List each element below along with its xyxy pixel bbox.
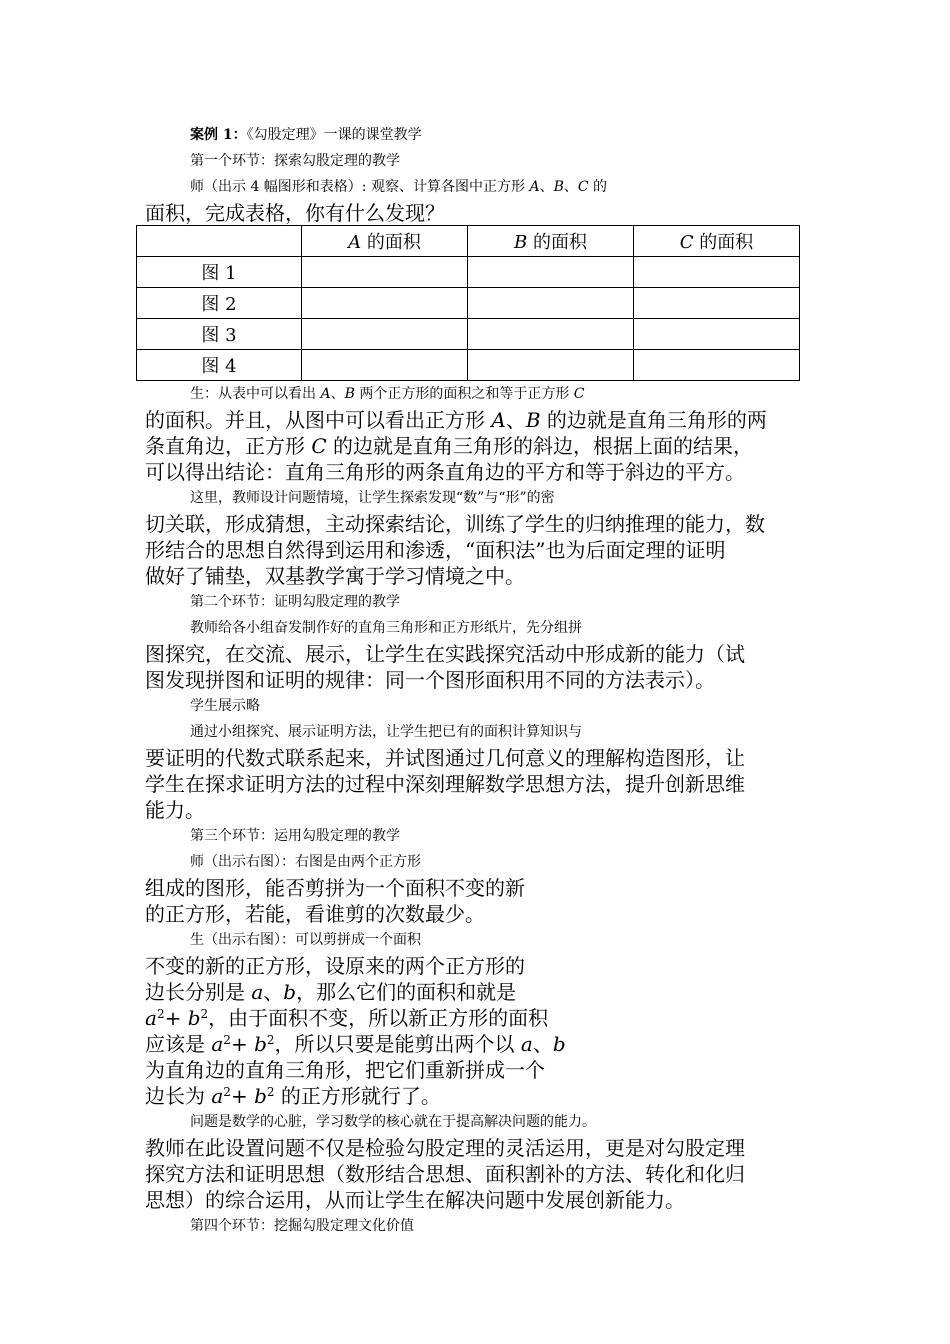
table-cell — [468, 288, 634, 319]
comment-1-line: 切关联，形成猜想，主动探索结论，训练了学生的归纳推理的能力，数 — [145, 512, 765, 536]
area-table — [136, 225, 800, 381]
teacher-3-line: 组成的图形，能否剪拼为一个面积不变的新 — [145, 876, 525, 900]
table-corner-cell — [137, 226, 302, 257]
table-cell — [634, 257, 800, 288]
student-3-line-6: 为直角边的直角三角形，把它们重新拼成一个 — [145, 1058, 545, 1082]
comment-2-line: 通过小组探究、展示证明方法，让学生把已有的面积计算知识与 — [190, 724, 582, 740]
table-cell — [468, 350, 634, 381]
student-3-line-4: $a^2+ b^2$，由于面积不变，所以新正方形的面积 — [145, 1006, 549, 1030]
section-2-body-line: 图探究，在交流、展示，让学生在实践探究活动中形成新的能力（试 — [145, 642, 745, 666]
row-label: 图 1 — [137, 257, 302, 288]
comment-3-line: 问题是数学的心脏，学习数学的核心就在于提高解决问题的能力。 — [190, 1114, 596, 1130]
student-answer-line-4: 可以得出结论：直角三角形的两条直角边的平方和等于斜边的平方。 — [145, 460, 745, 484]
student-3-line-7: 边长为 $a^2+ b^2$ 的正方形就行了。 — [145, 1084, 441, 1108]
table-cell — [302, 319, 468, 350]
row-label: 图 3 — [137, 319, 302, 350]
table-cell — [302, 350, 468, 381]
table-cell — [302, 257, 468, 288]
table-header-c: C 的面积 — [634, 226, 800, 257]
table-header-row — [137, 226, 800, 257]
table-cell — [468, 319, 634, 350]
table-cell — [468, 257, 634, 288]
table-row — [137, 350, 800, 381]
student-answer-line-3: 条直角边，正方形 C 的边就是直角三角形的斜边，根据上面的结果， — [145, 434, 754, 458]
teacher-3-line: 的正方形，若能，看谁剪的次数最少。 — [145, 902, 485, 926]
section-4-heading: 第四个环节：挖掘勾股定理文化价值 — [190, 1218, 414, 1234]
case-title: 案例 1：《勾股定理》一课的课堂教学 — [190, 127, 422, 143]
student-3-line-2: 不变的新的正方形，设原来的两个正方形的 — [145, 954, 525, 978]
student-3-line-3: 边长分别是 a、b，那么它们的面积和就是 — [145, 980, 517, 1004]
section-2-heading: 第二个环节：证明勾股定理的教学 — [190, 594, 400, 610]
table-row — [137, 257, 800, 288]
comment-2-line: 学生在探求证明方法的过程中深刻理解数学思想方法，提升创新思维 — [145, 772, 745, 796]
row-label: 图 4 — [137, 350, 302, 381]
comment-1-line: 这里，教师设计问题情境，让学生探索发现“数”与“形”的密 — [190, 490, 555, 506]
student-3-line-1: 生（出示右图）：可以剪拼成一个面积 — [190, 932, 421, 948]
section-2-body-line: 教师给各小组奋发制作好的直角三角形和正方形纸片，先分组拼 — [190, 620, 582, 636]
student-3-line-5: 应该是 $a^2+ b^2$，所以只要是能剪出两个以 a、b — [145, 1032, 566, 1056]
comment-3-line: 教师在此设置问题不仅是检验勾股定理的灵活运用，更是对勾股定理 — [145, 1136, 745, 1160]
student-answer-line-1: 生：从表中可以看出 A、B 两个正方形的面积之和等于正方形 C — [190, 386, 585, 402]
section-2-body-line: 图发现拼图和证明的规律：同一个图形面积用不同的方法表示）。 — [145, 668, 715, 692]
comment-1-line: 形结合的思想自然得到运用和渗透，“面积法”也为后面定理的证明 — [145, 538, 726, 562]
comment-1-line: 做好了铺垫，双基教学寓于学习情境之中。 — [145, 564, 525, 588]
student-answer-line-2: 的面积。并且，从图中可以看出正方形 A、B 的边就是直角三角形的两 — [145, 408, 767, 432]
table-row — [137, 319, 800, 350]
comment-3-line: 思想）的综合运用，从而让学生在解决问题中发展创新能力。 — [145, 1188, 685, 1212]
teacher-3-line: 师（出示右图）：右图是由两个正方形 — [190, 854, 421, 870]
row-label: 图 2 — [137, 288, 302, 319]
table-row — [137, 288, 800, 319]
table-header-a: A 的面积 — [302, 226, 468, 257]
section-1-heading: 第一个环节：探索勾股定理的教学 — [190, 153, 400, 169]
table-cell — [302, 288, 468, 319]
table-header-b: B 的面积 — [468, 226, 634, 257]
student-show-note: 学生展示略 — [190, 698, 260, 714]
teacher-prompt-line-1: 师（出示 4 幅图形和表格）: 观察、计算各图中正方形 A、B、C 的 — [190, 179, 608, 195]
table-cell — [634, 288, 800, 319]
comment-2-line: 要证明的代数式联系起来，并试图通过几何意义的理解构造图形，让 — [145, 746, 745, 770]
table-cell — [634, 350, 800, 381]
table-cell — [634, 319, 800, 350]
comment-2-line: 能力。 — [145, 798, 205, 822]
comment-3-line: 探究方法和证明思想（数形结合思想、面积割补的方法、转化和化归 — [145, 1162, 745, 1186]
section-3-heading: 第三个环节：运用勾股定理的教学 — [190, 828, 400, 844]
teacher-prompt-line-2: 面积，完成表格，你有什么发现？ — [145, 201, 445, 225]
